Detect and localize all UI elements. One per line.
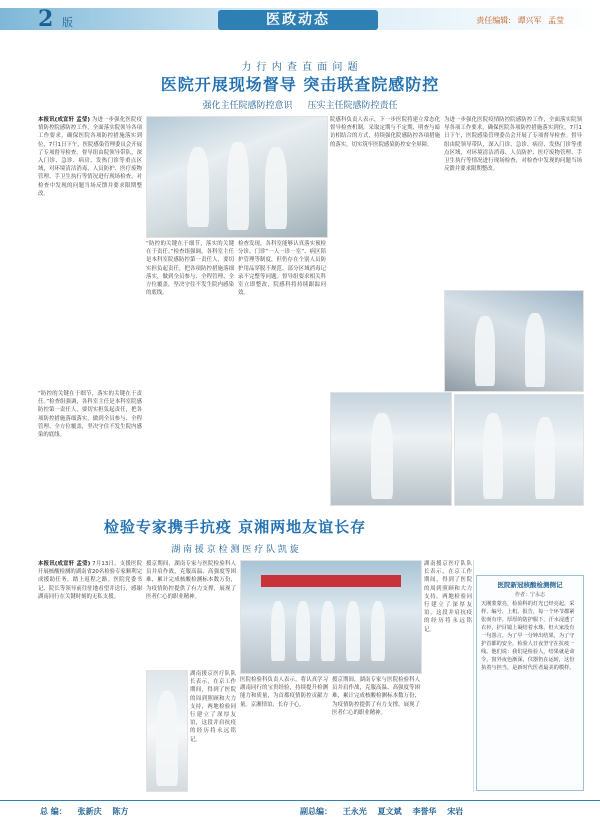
article1-text: “防控的关键在于细节，落实的关键在于责任。”检查组强调，各科室主任是本科室院感防控第一责任人，要切实担负起责任，把各项防控措施落细落实，做到全员参与、全程管理、全方位覆盖，坚决守住不发生院内感染的底线。 bbox=[146, 241, 234, 297]
person-figure bbox=[535, 417, 555, 499]
lab-worker-photo bbox=[146, 670, 188, 792]
diary-text: 天刚蒙蒙亮，检验科的灯光已经亮起。采样、编号、上机、报告，每一个环节都紧张而有序。厚厚的防护服下，汗水浸透了衣衫，护目镜上凝结着水珠，但大家没有一句怨言。为了早一分钟出结果，为了守护首都的安全，检验人日夜坚守在抗疫一线。他们说：我们是检验人，结果就是命令。窗外夜色渐深，仪器仍在运转，这份执着与担当，是新时代医者最美的模样。 bbox=[481, 601, 575, 671]
person-figure bbox=[271, 601, 285, 661]
person-figure bbox=[525, 313, 545, 387]
ward-photo bbox=[444, 290, 584, 392]
team-group-photo bbox=[240, 560, 422, 674]
lab-photo bbox=[454, 394, 584, 506]
person-figure bbox=[483, 413, 503, 499]
article1-subhead bbox=[0, 98, 600, 111]
article1-column-4 bbox=[330, 116, 440, 386]
person-figure bbox=[321, 601, 335, 661]
article2-text: 援京期间，湖南专家与医院检验科人员并肩作战，克服高温、高强度等困难，累计完成核酸检测标本数万份，为疫情防控提供了有力支撑，展现了医者仁心的职业精神。 bbox=[146, 561, 236, 600]
article2-column-3 bbox=[424, 560, 472, 792]
article2-text: 湖南援京医疗队队长表示，在京工作期间，得到了医院的周到照顾和大力支持，两地检验同行建立了深厚友谊，这段并肩抗疫的经历将永远铭记。 bbox=[424, 561, 472, 633]
person-figure bbox=[227, 142, 249, 230]
team-banner bbox=[261, 575, 401, 587]
editor-name: 孟莹 bbox=[548, 16, 564, 25]
article1-column-2 bbox=[146, 240, 234, 505]
chief-editor-name: 陈方 bbox=[112, 807, 129, 816]
footer-credits bbox=[0, 800, 600, 823]
article2-text: 7月13日，支援医院开展核酸检测的湖南省20名检验专家顺利完成援助任务，踏上返程之路。医院党委书记、院长等领导前往驻地看望并送行，感谢湖南同行在关键时刻的无私支援。 bbox=[38, 561, 142, 600]
editor-name: 谭兴军 bbox=[517, 16, 542, 25]
person-figure bbox=[156, 691, 178, 786]
masthead bbox=[0, 0, 600, 40]
diary-author: 作者：宁永志 bbox=[514, 592, 545, 598]
person-figure bbox=[265, 147, 287, 229]
chief-editor-credit bbox=[40, 806, 128, 817]
article2-text: 医院检验科负责人表示，将认真学习湖南同行的宝贵经验，持续提升检测能力和质量，为首都疫情防控贡献力量。京湘情谊，长存于心。 bbox=[240, 677, 328, 708]
deputy-editor-name: 宋岩 bbox=[447, 807, 464, 816]
deputy-editor-label: 副总编： bbox=[300, 807, 332, 816]
article1-subhead-line: 强化主任院感防控意识 bbox=[202, 101, 293, 111]
article2-text: 湖南援京医疗队队长表示，在京工作期间，得到了医院的周到照顾和大力支持，两地检验同行建立了深厚友谊，这段并肩抗疫的经历将永远铭记。 bbox=[190, 671, 236, 743]
person-figure bbox=[187, 147, 209, 227]
article1-column-5 bbox=[444, 116, 582, 286]
diary-box bbox=[476, 575, 584, 791]
article1-kicker: 力 行 内 查 直 面 问 题 bbox=[241, 62, 359, 73]
article1-byline: 本报讯(成宣轩 孟莹) bbox=[38, 117, 90, 123]
article1-headline: 医院开展现场督导 突击联查院感防控 bbox=[160, 75, 440, 94]
column-divider bbox=[473, 560, 474, 792]
article2-column-5 bbox=[332, 676, 420, 792]
article2-text: 援京期间，湖南专家与医院检验科人员并肩作战，克服高温、高强度等困难，累计完成核酸检测标本数万份，为疫情防控提供了有力支撑，展现了医者仁心的职业精神。 bbox=[332, 677, 420, 716]
article2-subhead: 湖 南 援 京 检 测 医 疗 队 凯 旋 bbox=[171, 545, 299, 555]
article2-column-2b bbox=[190, 670, 236, 790]
person-figure bbox=[475, 316, 495, 386]
person-figure bbox=[296, 601, 310, 661]
article1-column-1b bbox=[38, 390, 142, 505]
editor-credit bbox=[472, 15, 564, 26]
article2-column-1 bbox=[38, 560, 142, 792]
person-figure bbox=[371, 413, 393, 499]
article1-text: “防控的关键在于细节，落实的关键在于责任。”检查组强调，各科室主任是本科室院感防控第一责任人，要切实担负起责任，把各项防控措施落细落实，做到全员参与、全程管理、全方位覆盖，坚决守住不发生院内感染的底线。 bbox=[38, 391, 142, 439]
article1-column-1 bbox=[38, 116, 142, 386]
article2-column-2 bbox=[146, 560, 236, 665]
diary-title: 医院新冠核酸检测侧记 bbox=[497, 581, 563, 589]
chief-editor-name: 张新庆 bbox=[77, 807, 102, 816]
deputy-editor-credit bbox=[300, 806, 463, 817]
person-figure bbox=[346, 601, 360, 661]
chief-editor-label: 总 编： bbox=[40, 807, 67, 816]
clinic-photo bbox=[330, 392, 452, 506]
article1-column-3 bbox=[238, 240, 326, 505]
section-title: 医政动态 bbox=[218, 10, 378, 30]
article1-subhead-line: 压实主任院感防控责任 bbox=[307, 101, 398, 111]
article1-text: 为进一步强化医院疫情防控院感防控工作，全面落实院领导各项工作要求，确保医院各项防控措施落实到位，7月1日下午，医院感染管理委员会开展了专项督导检查。督导组由院领导带队，深入门诊、急诊、病房、发热门诊等重点区域，对环境清洁消毒、人员防护、医疗废物管理、手卫生执行等情况进行现场检查，对检查中发现的问题当场反馈并要求限期整改。 bbox=[38, 117, 142, 197]
page-unit: 版 bbox=[62, 16, 73, 29]
article2-headline: 检验专家携手抗疫 京湘两地友谊长存 bbox=[103, 518, 367, 536]
article1-text: 检查发现，各科室能够认真落实预检分诊、门诊“一人一诊一室”、病区陪护管理等制度，但仍存在个别人员防护用品穿脱不规范、部分区域消毒记录不完整等问题。督导组要求相关科室立即整改，院感科将持续跟踪问效。 bbox=[238, 241, 326, 297]
inspection-photo bbox=[146, 116, 328, 238]
deputy-editor-name: 王永光 bbox=[342, 807, 367, 816]
article1-text: 为进一步强化医院疫情防控院感防控工作，全面落实院领导各项工作要求，确保医院各项防控措施落实到位，7月1日下午，医院感染管理委员会开展了专项督导检查。督导组由院领导带队，深入门诊、急诊、病房、发热门诊等重点区域，对环境清洁消毒、人员防护、医疗废物管理、手卫生执行等情况进行现场检查，对检查中发现的问题当场反馈并要求限期整改。 bbox=[444, 117, 582, 173]
deputy-editor-name: 夏文斌 bbox=[377, 807, 402, 816]
page-number: 2 bbox=[38, 6, 54, 32]
editor-label: 责任编辑: bbox=[476, 16, 511, 25]
article2-byline: 本报讯(成宣轩 孟莹) bbox=[38, 561, 91, 567]
deputy-editor-name: 李誉华 bbox=[412, 807, 437, 816]
article1-text: 院感科负责人表示，下一步医院将建立常态化督导检查机制，采取定期与不定期、明查与暗访相结合的方式，持续强化院感防控各项措施的落实，切实筑牢医院感染防控安全屏障。 bbox=[330, 117, 440, 148]
article2-column-4 bbox=[240, 676, 328, 792]
person-figure bbox=[371, 601, 385, 661]
